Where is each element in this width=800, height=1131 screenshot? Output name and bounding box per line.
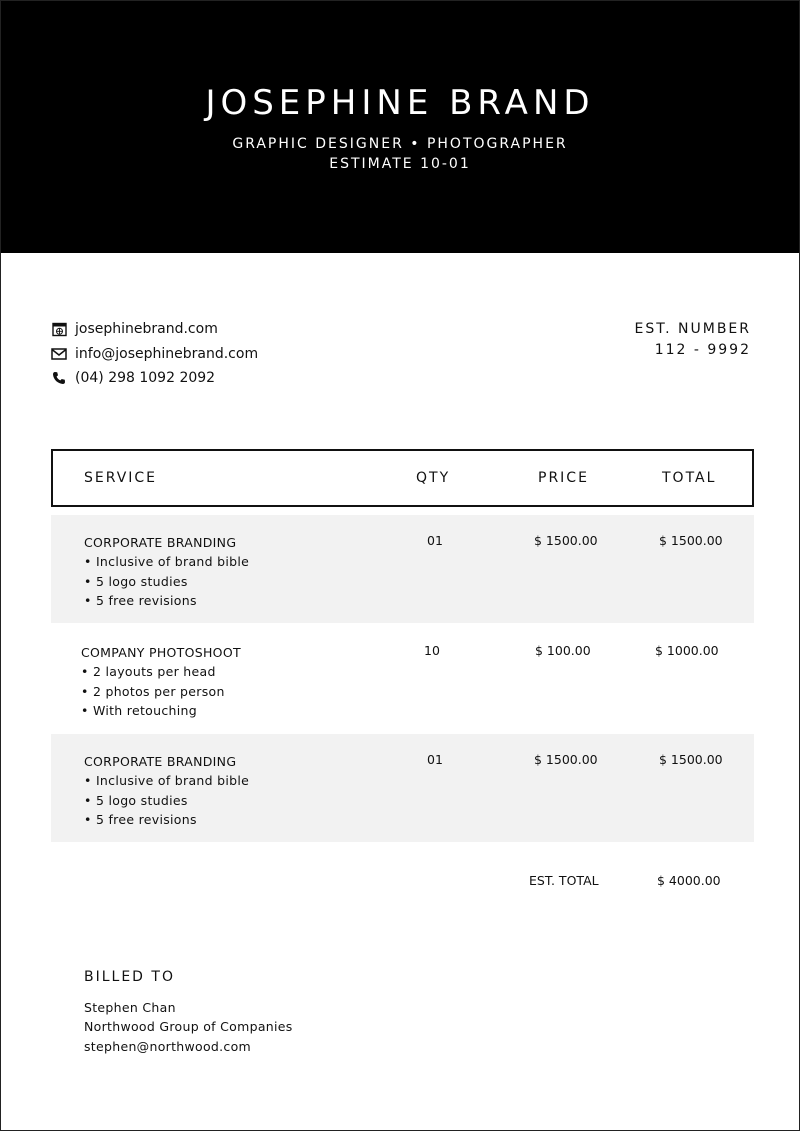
header-banner — [1, 1, 799, 253]
service-detail: • 2 layouts per head — [81, 664, 216, 680]
est-number-value: 112 - 9992 — [654, 342, 751, 358]
contact-website-text: josephinebrand.com — [75, 321, 218, 338]
service-title: CORPORATE BRANDING — [84, 535, 237, 550]
service-detail: • 5 free revisions — [84, 811, 197, 827]
price-cell: $ 1500.00 — [534, 533, 598, 548]
estimate-number-block — [635, 319, 752, 361]
mail-icon — [51, 346, 67, 362]
col-header-service: SERVICE — [84, 470, 158, 486]
contact-website[interactable] — [51, 317, 258, 342]
service-detail: • 5 logo studies — [84, 792, 188, 808]
service-detail: • 2 photos per person — [81, 683, 225, 699]
service-detail: • Inclusive of brand bible — [84, 773, 250, 789]
service-cell — [81, 643, 241, 720]
qty-cell: 01 — [427, 533, 443, 548]
contact-list — [51, 317, 258, 391]
phone-icon — [51, 370, 67, 386]
total-cell: $ 1000.00 — [655, 643, 719, 658]
billed-to-name: Stephen Chan — [84, 1000, 176, 1015]
est-total-value: $ 4000.00 — [657, 873, 721, 888]
service-detail: • With retouching — [81, 702, 197, 718]
table-header — [51, 449, 754, 507]
billed-to-title: BILLED TO — [84, 969, 175, 985]
service-cell — [84, 533, 249, 610]
est-total-label: EST. TOTAL — [529, 873, 599, 888]
price-cell: $ 1500.00 — [534, 752, 598, 767]
brand-name: JOSEPHINE BRAND — [205, 83, 595, 123]
contact-phone[interactable] — [51, 366, 258, 391]
col-header-total: TOTAL — [662, 470, 717, 486]
brand-subtitle: GRAPHIC DESIGNER • PHOTOGRAPHER — [232, 136, 568, 152]
qty-cell: 10 — [424, 643, 440, 658]
service-cell — [84, 752, 249, 829]
service-title: COMPANY PHOTOSHOOT — [81, 645, 241, 660]
col-header-qty: QTY — [416, 470, 451, 486]
web-icon — [51, 321, 67, 337]
billed-to-company: Northwood Group of Companies — [84, 1019, 293, 1035]
service-title: CORPORATE BRANDING — [84, 754, 237, 769]
estimate-id: ESTIMATE 10-01 — [329, 156, 471, 172]
table-row — [51, 734, 754, 842]
price-cell: $ 100.00 — [535, 643, 591, 658]
total-cell: $ 1500.00 — [659, 752, 723, 767]
billed-to-details — [84, 998, 293, 1056]
billed-to-email[interactable]: stephen@northwood.com — [84, 1038, 252, 1054]
table-row — [51, 625, 754, 733]
service-detail: • Inclusive of brand bible — [84, 554, 250, 570]
col-header-price: PRICE — [538, 470, 589, 486]
contact-phone-text: (04) 298 1092 2092 — [75, 370, 216, 387]
service-detail: • 5 logo studies — [84, 573, 188, 589]
est-number-label: EST. NUMBER — [634, 321, 751, 337]
table-row — [51, 515, 754, 623]
contact-email-text: info@josephinebrand.com — [75, 345, 259, 362]
contact-email[interactable] — [51, 342, 258, 367]
service-detail: • 5 free revisions — [84, 592, 197, 608]
total-cell: $ 1500.00 — [659, 533, 723, 548]
qty-cell: 01 — [427, 752, 443, 767]
